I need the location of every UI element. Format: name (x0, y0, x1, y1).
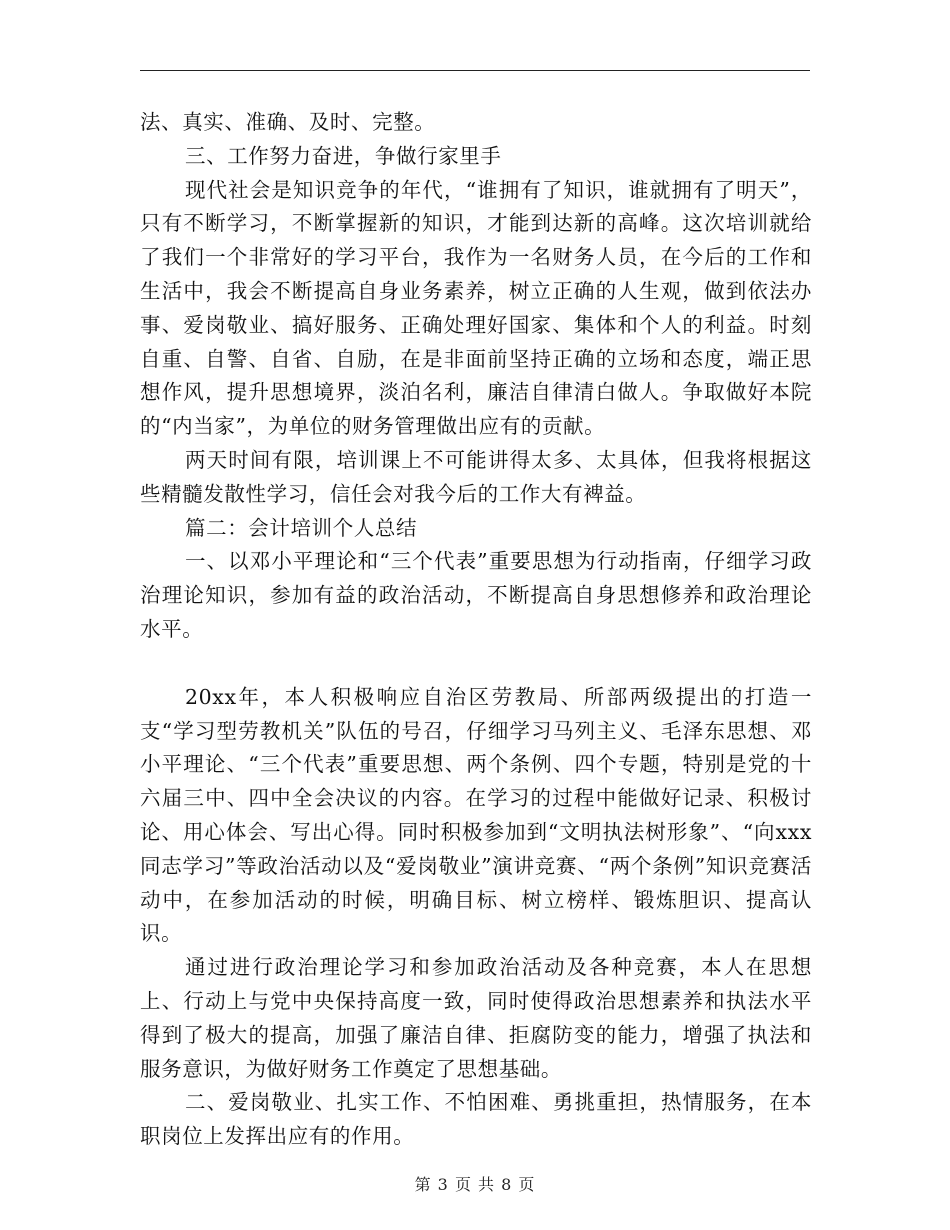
page-number: 第 3 页 共 8 页 (414, 1175, 536, 1194)
paragraph: 两天时间有限，培训课上不可能讲得太多、太具体，但我将根据这些精髓发散性学习，信任会对我今后的工作大有裨益。 (140, 447, 812, 506)
paragraph: 现代社会是知识竞争的年代，“谁拥有了知识，谁就拥有了明天”，只有不断学习，不断掌握新的知识，才能到达新的高峰。这次培训就给了我们一个非常好的学习平台，我作为一名财务人员，在今后的工作和生活中，我会不断提高自身业务素养，树立正确的人生观，做到依法办事、爱岗敬业、搞好服务、正确处理好国家、集体和个人的利益。时刻自重、自警、自省、自励，在是非面前坚持正确的立场和态度，端正思想作风，提升思想境界，淡泊名利，廉洁自律清白做人。争取做好本院的“内当家”，为单位的财务管理做出应有的贡献。 (140, 177, 812, 439)
paragraph: 20xx年，本人积极响应自治区劳教局、所部两级提出的打造一支“学习型劳教机关”队伍的号召，仔细学习马列主义、毛泽东思想、邓小平理论、“三个代表”重要思想、两个条例、四个专题，特别是党的十六届三中、四中全会决议的内容。在学习的过程中能做好记录、积极讨论、用心体会、写出心得。同时积极参加到“文明执法树形象”、“向xxx同志学习”等政治活动以及“爱岗敬业”演讲竞赛、“两个条例”知识竞赛活动中，在参加活动的时候，明确目标、树立榜样、锻炼胆识、提高认识。 (140, 684, 812, 946)
blank-line (140, 647, 812, 681)
body-text (140, 106, 812, 1154)
paragraph: 通过进行政治理论学习和参加政治活动及各种竞赛，本人在思想上、行动上与党中央保持高度一致，同时使得政治思想素养和执法水平得到了极大的提高，加强了廉洁自律、拒腐防变的能力，增强了执法和服务意识，为做好财务工作奠定了思想基础。 (140, 955, 812, 1081)
article-title: 篇二：会计培训个人总结 (185, 515, 418, 540)
section-heading-3: 三、工作努力奋进，争做行家里手 (185, 143, 502, 168)
header-rule (140, 70, 810, 71)
section-heading-1: 一、以邓小平理论和“三个代表”重要思想为行动指南，仔细学习政治理论知识，参加有益的政治活动，不断提高自身思想修养和政治理论水平。 (140, 549, 812, 641)
paragraph-continuation: 法、真实、准确、及时、完整。 (140, 110, 436, 134)
section-heading-2: 二、爱岗敬业、扎实工作、不怕困难、勇挑重担，热情服务，在本职岗位上发挥出应有的作用。 (140, 1090, 812, 1149)
